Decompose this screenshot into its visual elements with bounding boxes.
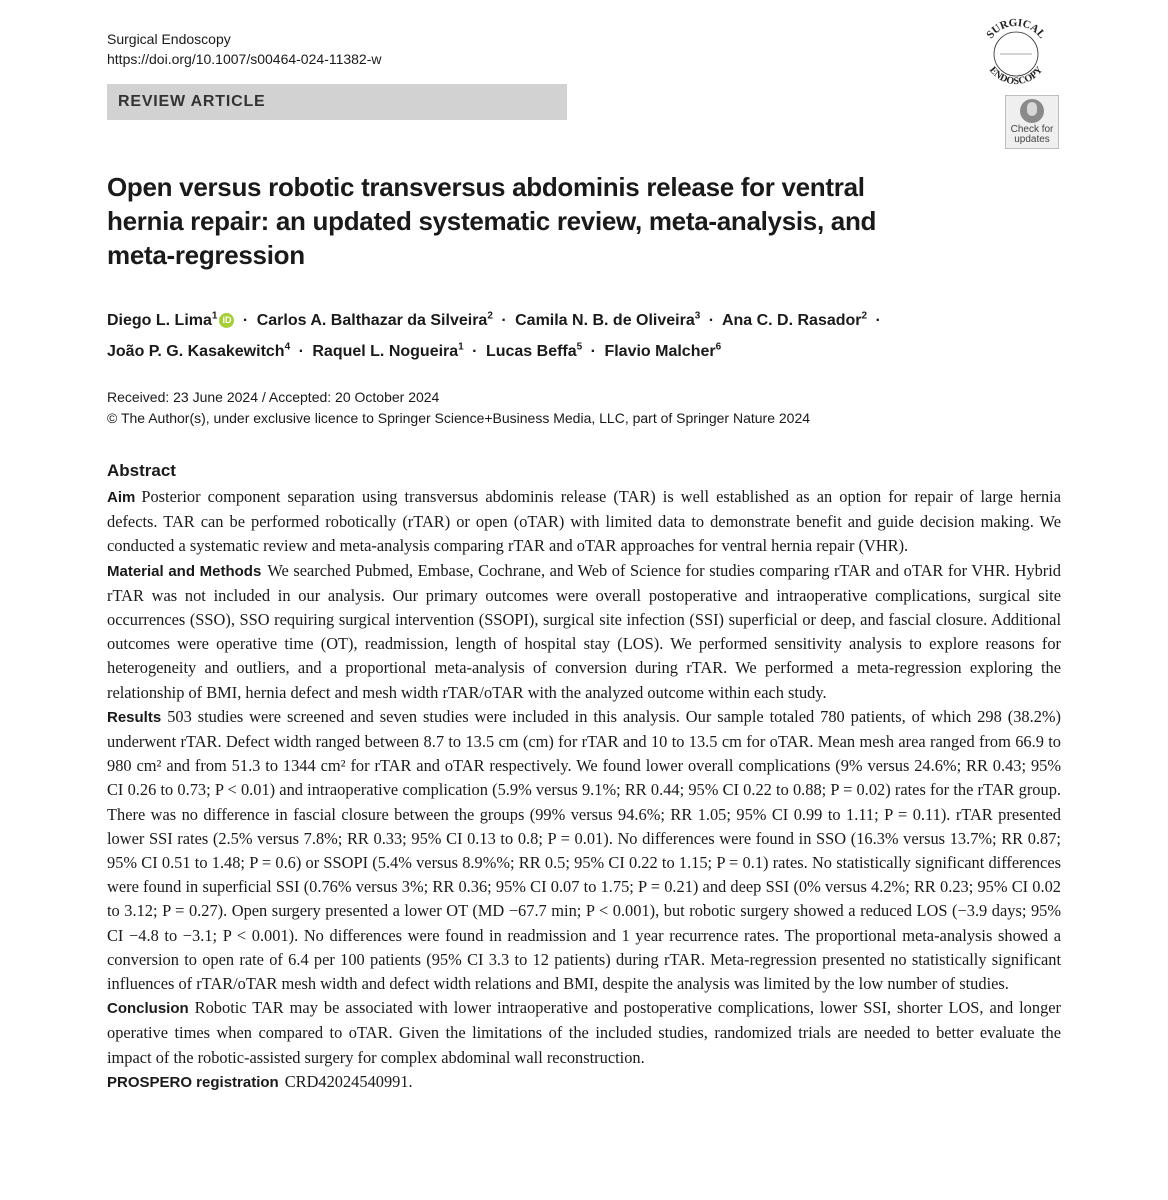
abstract-heading: Abstract xyxy=(107,461,176,480)
journal-name: Surgical Endoscopy xyxy=(107,31,231,47)
author-separator: · xyxy=(298,342,304,360)
author-line xyxy=(107,304,987,334)
author-separator: · xyxy=(242,312,249,330)
author-separator: · xyxy=(590,342,596,360)
doi-link[interactable]: https://doi.org/10.1007/s00464-024-11382-w xyxy=(107,51,382,67)
author-line xyxy=(107,334,987,364)
author[interactable]: Ana C. D. Rasador$^2$ xyxy=(721,311,868,330)
copyright-notice: © The Author(s), under exclusive licence to Springer Science+Business Media, LLC, part of Springer Nature 2024 xyxy=(107,410,811,426)
check-updates-icon xyxy=(1020,99,1044,123)
abstract-conclusion: Conclusion Robotic TAR may be associated with lower intraoperative and postoperative complications, lower SSI, shorter LOS, and longer operative times when compared to oTAR. Given the limitations of the included studies, randomized trials are needed to better evaluate the impact of the robotic-assisted surgery for complex abdominal wall reconstruction. xyxy=(107,998,1061,1067)
check-for-updates-button[interactable] xyxy=(1005,95,1059,149)
author-separator: · xyxy=(708,312,715,330)
received-accepted-dates: Received: 23 June 2024 / Accepted: 20 October 2024 xyxy=(107,389,440,405)
author-separator: · xyxy=(875,312,881,330)
section-label: Results xyxy=(107,708,162,726)
author[interactable]: Lucas Beffa$^5$ xyxy=(485,341,583,360)
abstract-registration: PROSPERO registration CRD42024540991. xyxy=(107,1071,413,1091)
publication-info xyxy=(107,387,810,429)
check-updates-line2: updates xyxy=(1014,134,1050,145)
author[interactable]: Raquel L. Nogueira$^1$ xyxy=(312,341,464,360)
author[interactable]: Flavio Malcher$^6$ xyxy=(604,341,722,360)
journal-header xyxy=(107,29,382,69)
section-label: Conclusion xyxy=(107,1000,189,1018)
svg-text:SURGICAL: SURGICAL xyxy=(984,16,1048,41)
author-separator: · xyxy=(472,342,478,360)
author[interactable]: Diego L. Lima$^1$ iD xyxy=(107,312,234,329)
abstract-methods: Material and Methods We searched Pubmed, Embase, Cochrane, and Web of Science for studies comparing rTAR and oTAR for VHR. Hybrid rTAR was not included in our analysis. Our primary outcomes were overall postoperative and intraoperative complications, surgical site occurrences (SSO), SSO requiring surgical intervention (SSOPI), surgical site infection (SSI) superficial or deep, and fascial closure. Additional outcomes were operative time (OT), readmission, length of hospital stay (LOS). We performed sensitivity analysis to explore reasons for heterogeneity and outliers, and a proportional meta-analysis of conversion during rTAR. We performed a meta-regression exploring the relationship of BMI, hernia defect and mesh width rTAR/oTAR with the analyzed outcome within each study. xyxy=(107,560,1062,702)
author-separator: · xyxy=(501,312,507,330)
author[interactable]: Carlos A. Balthazar da Silveira$^2$ xyxy=(256,311,493,330)
article-type-bar xyxy=(107,84,567,120)
orcid-icon[interactable]: iD xyxy=(219,313,234,328)
abstract-results: Results 503 studies were screened and seven studies were included in this analysis. Our sample totaled 780 patients, of which 298 (38.2%) underwent rTAR. Defect width ranged between 8.7 to 13.5 cm (cm) for rTAR and 10 to 13.5 cm for oTAR. Mean mesh area ranged from 66.9 to 980 cm² and from 51.3 to 1344 cm² for rTAR and oTAR respectively. We found lower overall complications (9% versus 24.6%; RR 0.43; 95% CI 0.26 to 0.73; P < 0.01) and intraoperative complication (5.9% versus 9.1%; RR 0.44; 95% CI 0.22 to 0.88; P = 0.02) rates for the rTAR group. There was no difference in fascial closure between the groups (99% versus 94.6%; RR 1.05; 95% CI 0.99 to 1.11; P = 0.11). rTAR presented lower SSI rates (2.5% versus 7.8%; RR 0.33; 95% CI 0.13 to 0.8; P = 0.01). No differences were found in SSO (16.3% versus 13.7%; RR 0.87; 95% CI 0.51 to 1.48; P = 0.6) or SSOPI (5.4% versus 8.9%%; RR 0.5; 95% CI 0.22 to 1.15; P = 0.1) rates. No statistically significant differences were found in superficial SSI (0.76% versus 3%; RR 0.36; 95% CI 0.07 to 1.75; P = 0.21) and deep SSI (0% versus 4.2%; RR 0.23; 95% CI 0.02 to 3.12; P = 0.27). Open surgery presented a lower OT (MD −67.7 min; P < 0.001), but robotic surgery showed a reduced LOS (−3.9 days; 95% CI −4.8 to −3.1; P < 0.001). No differences were found in readmission and 1 year recurrence rates. The proportional meta-analysis showed a conversion to open rate of 6.4 per 100 patients (95% CI 3.3 to 12 patients) during rTAR. Meta-regression presented no statistically significant influences of rTAR/oTAR mesh width and defect width relations and BMI, despite the analysis was limited by the low number of studies. xyxy=(107,706,1061,994)
author[interactable]: João P. G. Kasakewitch$^4$ xyxy=(107,341,291,360)
section-label: PROSPERO registration xyxy=(107,1073,279,1091)
section-label: Material and Methods xyxy=(107,562,262,580)
section-label: Aim xyxy=(107,489,136,506)
article-title: Open versus robotic transversus abdominis release for ventral hernia repair: an updated systematic review, meta-analysis, and meta-regression xyxy=(107,172,877,270)
article-type-label: REVIEW ARTICLE xyxy=(118,93,266,110)
abstract-aim: Aim Posterior component separation using transversus abdominis release (TAR) is well established as an option for repair of large hernia defects. TAR can be performed robotically (rTAR) or open (oTAR) with limited data to demonstrate benefit and guide decision making. We conducted a systematic review and meta-analysis comparing rTAR and oTAR approaches for ventral hernia repair (VHR). xyxy=(107,487,1061,556)
author[interactable]: Camila N. B. de Oliveira$^3$ xyxy=(515,311,701,330)
svg-text:ENDOSCOPY: ENDOSCOPY xyxy=(986,64,1046,88)
check-updates-line1: Check for xyxy=(1010,124,1054,135)
journal-logo xyxy=(968,12,1064,94)
abstract-body xyxy=(107,485,1061,1095)
author-list xyxy=(107,304,987,365)
